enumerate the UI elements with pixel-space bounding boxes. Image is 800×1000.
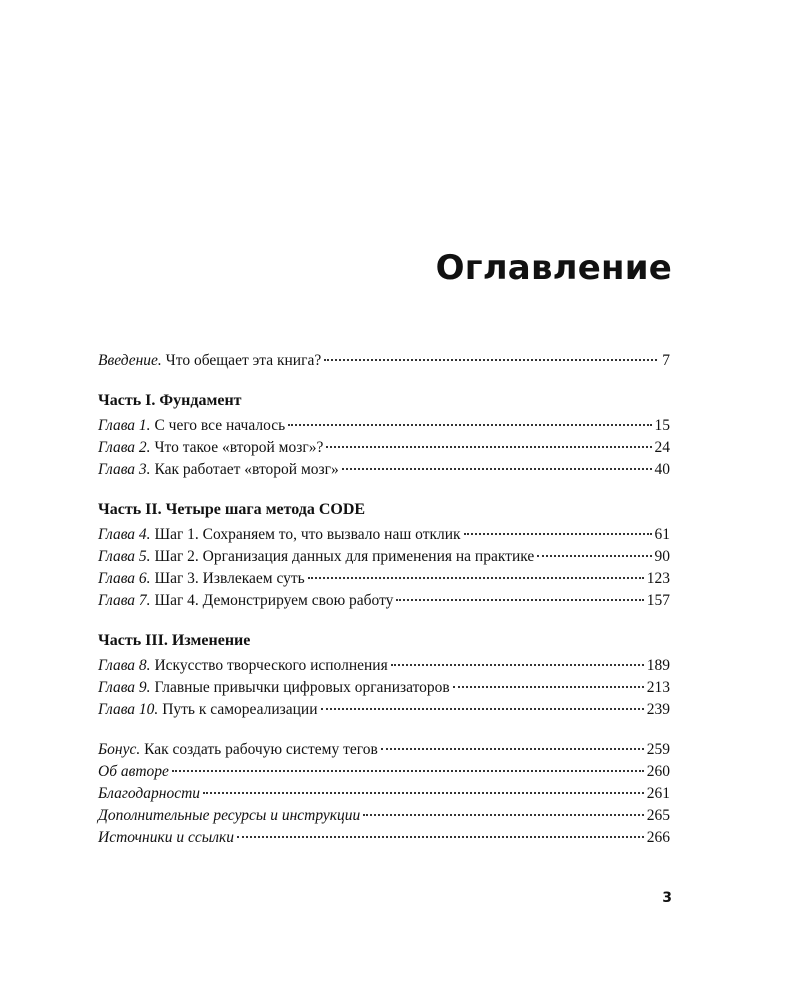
dot-leader	[342, 468, 652, 470]
toc-page-number: 157	[646, 592, 670, 609]
toc-entry-text: Как работает «второй мозг»	[154, 461, 339, 478]
dot-leader	[172, 770, 644, 772]
toc-entry-label: Благодарности	[98, 785, 201, 802]
part-heading: Часть I. Фундамент	[98, 392, 242, 409]
toc-entry-back-matter	[98, 783, 670, 805]
toc-entry-label: Глава 4.	[98, 526, 151, 543]
toc-page-number: 239	[646, 701, 670, 718]
part-heading: Часть II. Четыре шага метода CODE	[98, 501, 366, 518]
toc-entry-label: Глава 8.	[98, 657, 151, 674]
toc-entry-text: Что такое «второй мозг»?	[154, 439, 324, 456]
dot-leader	[321, 708, 644, 710]
toc-entry-text: Искусство творческого исполнения	[154, 657, 388, 674]
toc-entry-label: Глава 9.	[98, 679, 151, 696]
toc-page-number: 90	[654, 548, 670, 565]
dot-leader	[464, 533, 652, 535]
dot-leader	[381, 748, 644, 750]
toc-page-number: 24	[654, 439, 670, 456]
toc-page-number: 260	[646, 763, 670, 780]
toc-page-number: 15	[654, 417, 670, 434]
toc-page-number: 261	[646, 785, 670, 802]
toc-page-number: 189	[646, 657, 670, 674]
toc-page-number: 265	[646, 807, 670, 824]
toc-entry-label: Источники и ссылки	[98, 829, 234, 846]
toc-page-number: 266	[646, 829, 670, 846]
toc-entry-label: Об авторе	[98, 763, 169, 780]
toc-page-number: 213	[646, 679, 670, 696]
toc-entry-label: Глава 6.	[98, 570, 151, 587]
toc-entry-back-matter	[98, 805, 670, 827]
toc-entry-chapter	[98, 568, 670, 590]
dot-leader	[288, 424, 651, 426]
dot-leader	[203, 792, 644, 794]
toc-entry-chapter	[98, 459, 670, 481]
toc-entry-back-matter	[98, 827, 670, 849]
toc-entry-text: Главные привычки цифровых организаторов	[154, 679, 450, 696]
toc-page-number: 123	[646, 570, 670, 587]
toc-entry-back-matter	[98, 761, 670, 783]
toc-entry-chapter	[98, 415, 670, 437]
toc-page-number: 40	[654, 461, 670, 478]
toc-entry-text: Путь к самореализации	[162, 701, 318, 718]
toc-entry-text: Как создать рабочую систему тегов	[144, 741, 378, 758]
dot-leader	[391, 664, 644, 666]
toc-page-number: 259	[646, 741, 670, 758]
folio-page-number: 3	[662, 890, 672, 906]
toc-entry-chapter	[98, 677, 670, 699]
toc-entry-label: Глава 5.	[98, 548, 151, 565]
dot-leader	[308, 577, 644, 579]
toc-entry-label: Бонус.	[98, 741, 141, 758]
toc-entry-label: Глава 3.	[98, 461, 151, 478]
toc-entry-label: Дополнительные ресурсы и инструкции	[98, 807, 361, 824]
toc-entry-chapter	[98, 590, 670, 612]
dot-leader	[326, 446, 651, 448]
dot-leader	[324, 359, 657, 361]
toc-entry-label: Глава 10.	[98, 701, 159, 718]
toc-entry-chapter	[98, 699, 670, 721]
dot-leader	[363, 814, 643, 816]
toc-entry-chapter	[98, 655, 670, 677]
toc-entry-text: Шаг 4. Демонстрируем свою работу	[154, 592, 394, 609]
toc-entry-text: Шаг 3. Извлекаем суть	[154, 570, 305, 587]
toc-entry-text: Шаг 1. Сохраняем то, что вызвало наш отклик	[154, 526, 461, 543]
dot-leader	[453, 686, 644, 688]
dot-leader	[537, 555, 651, 557]
dot-leader	[396, 599, 643, 601]
toc-entry-chapter	[98, 524, 670, 546]
toc-entry-text: Что обещает эта книга?	[165, 352, 322, 369]
page-title: Оглавление	[435, 248, 672, 288]
dot-leader	[237, 836, 644, 838]
toc-entry-label: Глава 1.	[98, 417, 151, 434]
toc-page-number: 7	[662, 352, 670, 369]
toc-entry-label: Введение.	[98, 352, 162, 369]
spacer	[98, 721, 670, 739]
toc-entry-label: Глава 7.	[98, 592, 151, 609]
toc-entry-back-matter	[98, 739, 670, 761]
toc-page-number: 61	[654, 526, 670, 543]
toc-entry-label: Глава 2.	[98, 439, 151, 456]
toc-entry-chapter	[98, 546, 670, 568]
toc-entry-text: С чего все началось	[154, 417, 286, 434]
toc-entry-intro	[98, 350, 670, 372]
toc-entry-chapter	[98, 437, 670, 459]
table-of-contents	[98, 350, 670, 849]
toc-entry-text: Шаг 2. Организация данных для применения на практике	[154, 548, 535, 565]
part-heading: Часть III. Изменение	[98, 632, 251, 649]
